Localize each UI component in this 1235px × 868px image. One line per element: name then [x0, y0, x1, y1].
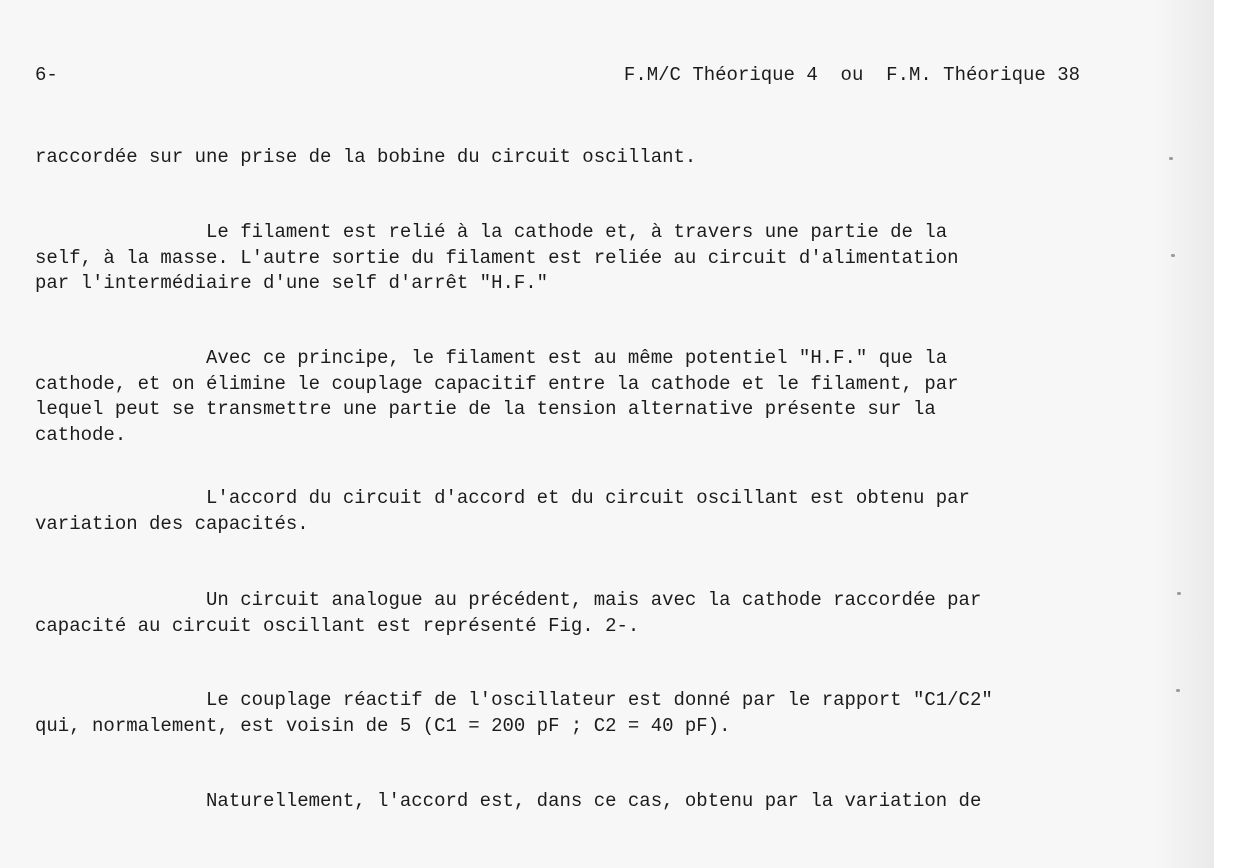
text-line: Le filament est relié à la cathode et, à travers une partie de la: [35, 221, 948, 243]
text-line: Avec ce principe, le filament est au même potentiel "H.F." que la: [35, 347, 948, 369]
paragraph: [35, 145, 1120, 171]
text-line: cathode.: [35, 423, 127, 446]
text-line: L'accord du circuit d'accord et du circuit oscillant est obtenu par: [35, 487, 970, 509]
text-line: Naturellement, l'accord est, dans ce cas, obtenu par la variation de: [35, 790, 982, 812]
page-number: 6-: [35, 64, 58, 86]
text-line: capacité au circuit oscillant est représenté Fig. 2-.: [35, 614, 640, 637]
page-header: [35, 63, 1080, 89]
paragraph: [35, 486, 1120, 537]
text-line: self, à la masse. L'autre sortie du filament est reliée au circuit d'alimentation: [35, 246, 959, 269]
text-line: raccordée sur une prise de la bobine du circuit oscillant.: [35, 146, 697, 168]
paragraph: [35, 220, 1120, 297]
text-line: par l'intermédiaire d'une self d'arrêt "H.F.": [35, 272, 549, 294]
page-edge-shadow: [1154, 0, 1214, 868]
text-line: qui, normalement, est voisin de 5 (C1 = 200 pF ; C2 = 40 pF).: [35, 714, 731, 737]
paragraph: [35, 688, 1120, 739]
text-line: Un circuit analogue au précédent, mais avec la cathode raccordée par: [35, 589, 982, 611]
text-line: cathode, et on élimine le couplage capacitif entre la cathode et le filament, par: [35, 372, 959, 395]
scan-speck: [1171, 254, 1175, 257]
text-line: lequel peut se transmettre une partie de la tension alternative présente sur la: [35, 398, 936, 420]
scan-margin: [1214, 0, 1235, 868]
document-reference: F.M/C Théorique 4 ou F.M. Théorique 38: [623, 64, 1080, 86]
text-line: Le couplage réactif de l'oscillateur est donné par le rapport "C1/C2": [35, 689, 993, 711]
paragraph: [35, 588, 1120, 639]
scan-speck: [1176, 689, 1180, 692]
scan-speck: [1169, 157, 1173, 160]
scan-speck: [1177, 592, 1181, 595]
paragraph: [35, 346, 1120, 448]
paragraph: [35, 789, 1120, 815]
text-line: variation des capacités.: [35, 512, 309, 535]
